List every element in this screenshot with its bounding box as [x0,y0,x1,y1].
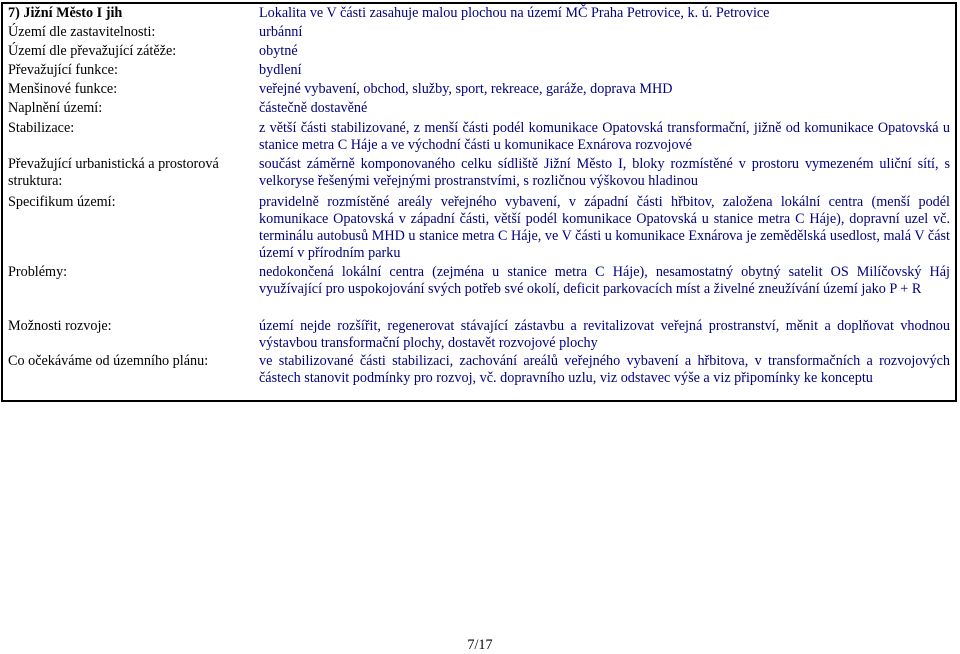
row-value: bydlení [259,62,302,78]
page-number: 7/17 [467,637,493,653]
row-value: urbánní [259,24,303,40]
row-label: Možnosti rozvoje: [8,318,112,334]
locality-title: 7) Jižní Město I jih [8,5,123,21]
row-label: Menšinové funkce: [8,81,118,97]
row-label: Specifikum území: [8,194,116,210]
row-label: Problémy: [8,264,68,280]
row-label: Stabilizace: [8,120,75,136]
row-value: veřejné vybavení, obchod, služby, sport, rekreace, garáže, doprava MHD [259,81,673,97]
row-label: Převažující urbanistická a prostorová struktura: [8,156,219,189]
row-value: částečně dostavěné [259,100,368,116]
row-value: nedokončená lokální centra (zejména u stanice metra C Háje), nesamostatný obytný satelit OS Milíčovský Háj využívající pro uspokojování svých potřeb své okolí, deficit parkovacích míst a živelné zneužívání území jako P + R [259,264,950,297]
row-value: území nejde rozšířit, regenerovat stávající zástavbu a revitalizovat veřejná prostranství, měnit a doplňovat vhodnou výstavbou transformační plochy, dostavět rozvojové plochy [259,318,950,351]
row-value: součást záměrně komponovaného celku sídliště Jižní Město I, bloky rozmístěné v prostoru vymezeném uliční sítí, s velkoryse řešenými veřejnými prostranstvími, s rozličnou výškovou hladinou [259,156,950,189]
row-label: Co očekáváme od územního plánu: [8,353,209,369]
row-value: pravidelně rozmístěné areály veřejného vybavení, v západní části hřbitov, založena lokální centra (menší podél komunikace Opatovská v západní části, větší podél komunikace Opatovská u stanice metra C Háje), dopravní uzel vč. terminálu autobusů MHD u stanice metra C Háje, ve V části u komunikace Exnárova je zemědělská usedlost, malá V část území v přírodním parku [259,194,950,261]
row-value: obytné [259,43,298,59]
row-label: Naplnění území: [8,100,103,116]
locality-table [1,2,957,402]
locality-location: Lokalita ve V části zasahuje malou plochou na území MČ Praha Petrovice, k. ú. Petrovice [259,5,770,21]
row-value: ve stabilizované části stabilizaci, zachování areálů veřejného vybavení a hřbitova, v transformačních a rozvojových částech stanovit podmínky pro rozvoj, vč. dopravního uzlu, viz odstavec výše a viz připomínky ke konceptu [259,353,950,386]
row-value: z větší části stabilizované, z menší části podél komunikace Opatovská transformační, jižně od komunikace Opatovská u stanice metra C Háje a ve východní části u komunikace Exnárova rozvojové [259,120,950,153]
row-label: Převažující funkce: [8,62,118,78]
row-label: Území dle převažující zátěže: [8,43,177,59]
row-label: Území dle zastavitelnosti: [8,24,156,40]
